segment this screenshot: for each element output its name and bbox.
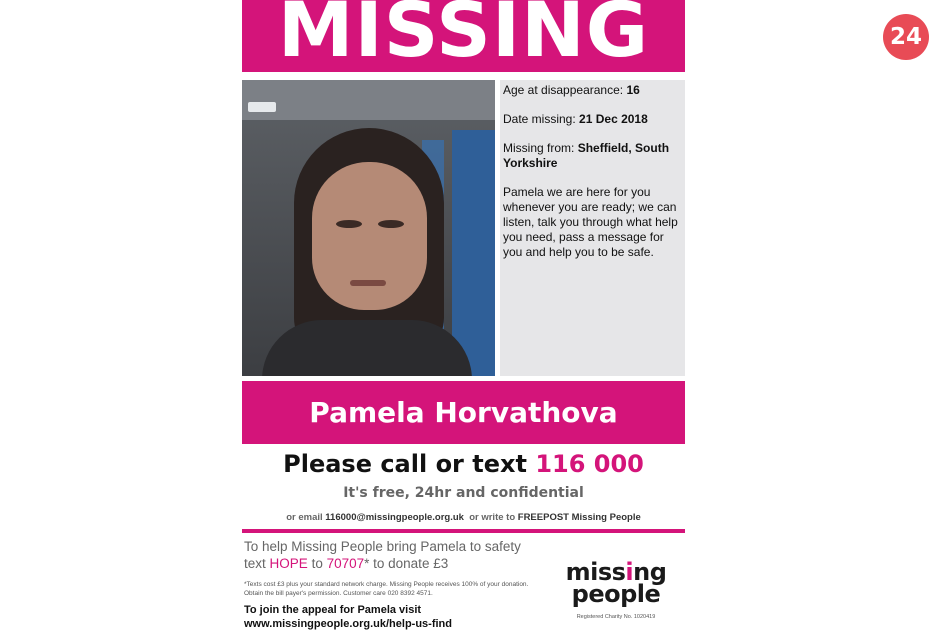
missing-person-photo bbox=[242, 80, 495, 376]
missing-poster bbox=[242, 0, 685, 633]
date-label: Date missing: bbox=[503, 112, 576, 126]
logo-line2: people bbox=[571, 580, 661, 608]
photo-mouth bbox=[350, 280, 386, 286]
person-name: Pamela Horvathova bbox=[242, 381, 685, 444]
charity-number: Registered Charity No. 1020419 bbox=[576, 614, 656, 620]
missing-people-logo bbox=[553, 558, 679, 633]
date-row bbox=[503, 112, 679, 127]
age-label: Age at disappearance: bbox=[503, 83, 624, 97]
age-row bbox=[503, 83, 679, 98]
logo-part1: miss bbox=[565, 558, 626, 586]
photo-eye bbox=[378, 220, 404, 228]
photo-face bbox=[312, 162, 427, 310]
donate-line1: To help Missing People bring Pamela to safety bbox=[244, 539, 521, 554]
freepost-address: FREEPOST Missing People bbox=[517, 512, 641, 523]
photo-background bbox=[242, 80, 495, 120]
email-link[interactable]: 116000@missingpeople.org.uk bbox=[325, 512, 464, 523]
appeal-url[interactable]: www.missingpeople.org.uk/help-us-find bbox=[244, 618, 452, 630]
photo-light bbox=[248, 102, 276, 112]
call-text: Please call or text bbox=[283, 450, 527, 478]
location-label: Missing from: bbox=[503, 141, 575, 155]
donate-shortcode[interactable]: 70707 bbox=[326, 556, 365, 571]
appeal-text bbox=[244, 603, 554, 631]
free-text: It's free, 24hr and confidential bbox=[343, 485, 584, 501]
donate-line2 bbox=[244, 555, 554, 572]
write-prefix: or write to bbox=[469, 512, 516, 523]
location-value: Sheffield, South Yorkshire bbox=[503, 141, 670, 170]
helpline-number[interactable]: 116 000 bbox=[535, 450, 644, 478]
donate-suffix: * to donate £3 bbox=[364, 556, 449, 571]
divider bbox=[242, 529, 685, 533]
location-row bbox=[503, 141, 679, 171]
details-panel bbox=[500, 80, 685, 376]
email-prefix: or email bbox=[286, 512, 323, 523]
donate-to-word: to bbox=[311, 556, 323, 571]
fine-print: *Texts cost £3 plus your standard network charge. Missing People receives 100% of your donation. Obtain the bill payer's permission. Customer care 020 8392 4571. bbox=[244, 581, 529, 597]
donate-text bbox=[244, 538, 554, 572]
age-value: 16 bbox=[626, 83, 640, 97]
photo-eye bbox=[336, 220, 362, 228]
photo-shoulders bbox=[262, 320, 472, 376]
appeal-line1: To join the appeal for Pamela visit bbox=[244, 604, 422, 616]
poster-title: MISSING bbox=[242, 0, 685, 72]
call-line bbox=[242, 448, 685, 480]
logo-highlight: i bbox=[625, 558, 634, 586]
news-badge-icon[interactable]: 24 bbox=[883, 14, 929, 60]
contact-line bbox=[242, 511, 685, 525]
donate-keyword: HOPE bbox=[269, 556, 308, 571]
date-value: 21 Dec 2018 bbox=[579, 112, 648, 126]
logo-part3: ng bbox=[633, 558, 667, 586]
donate-text-word: text bbox=[244, 556, 266, 571]
photo-wall bbox=[452, 130, 495, 376]
message-text: Pamela we are here for you whenever you are ready; we can listen, talk you through what help you need, pass a message for you and help you to be safe. bbox=[503, 185, 678, 259]
